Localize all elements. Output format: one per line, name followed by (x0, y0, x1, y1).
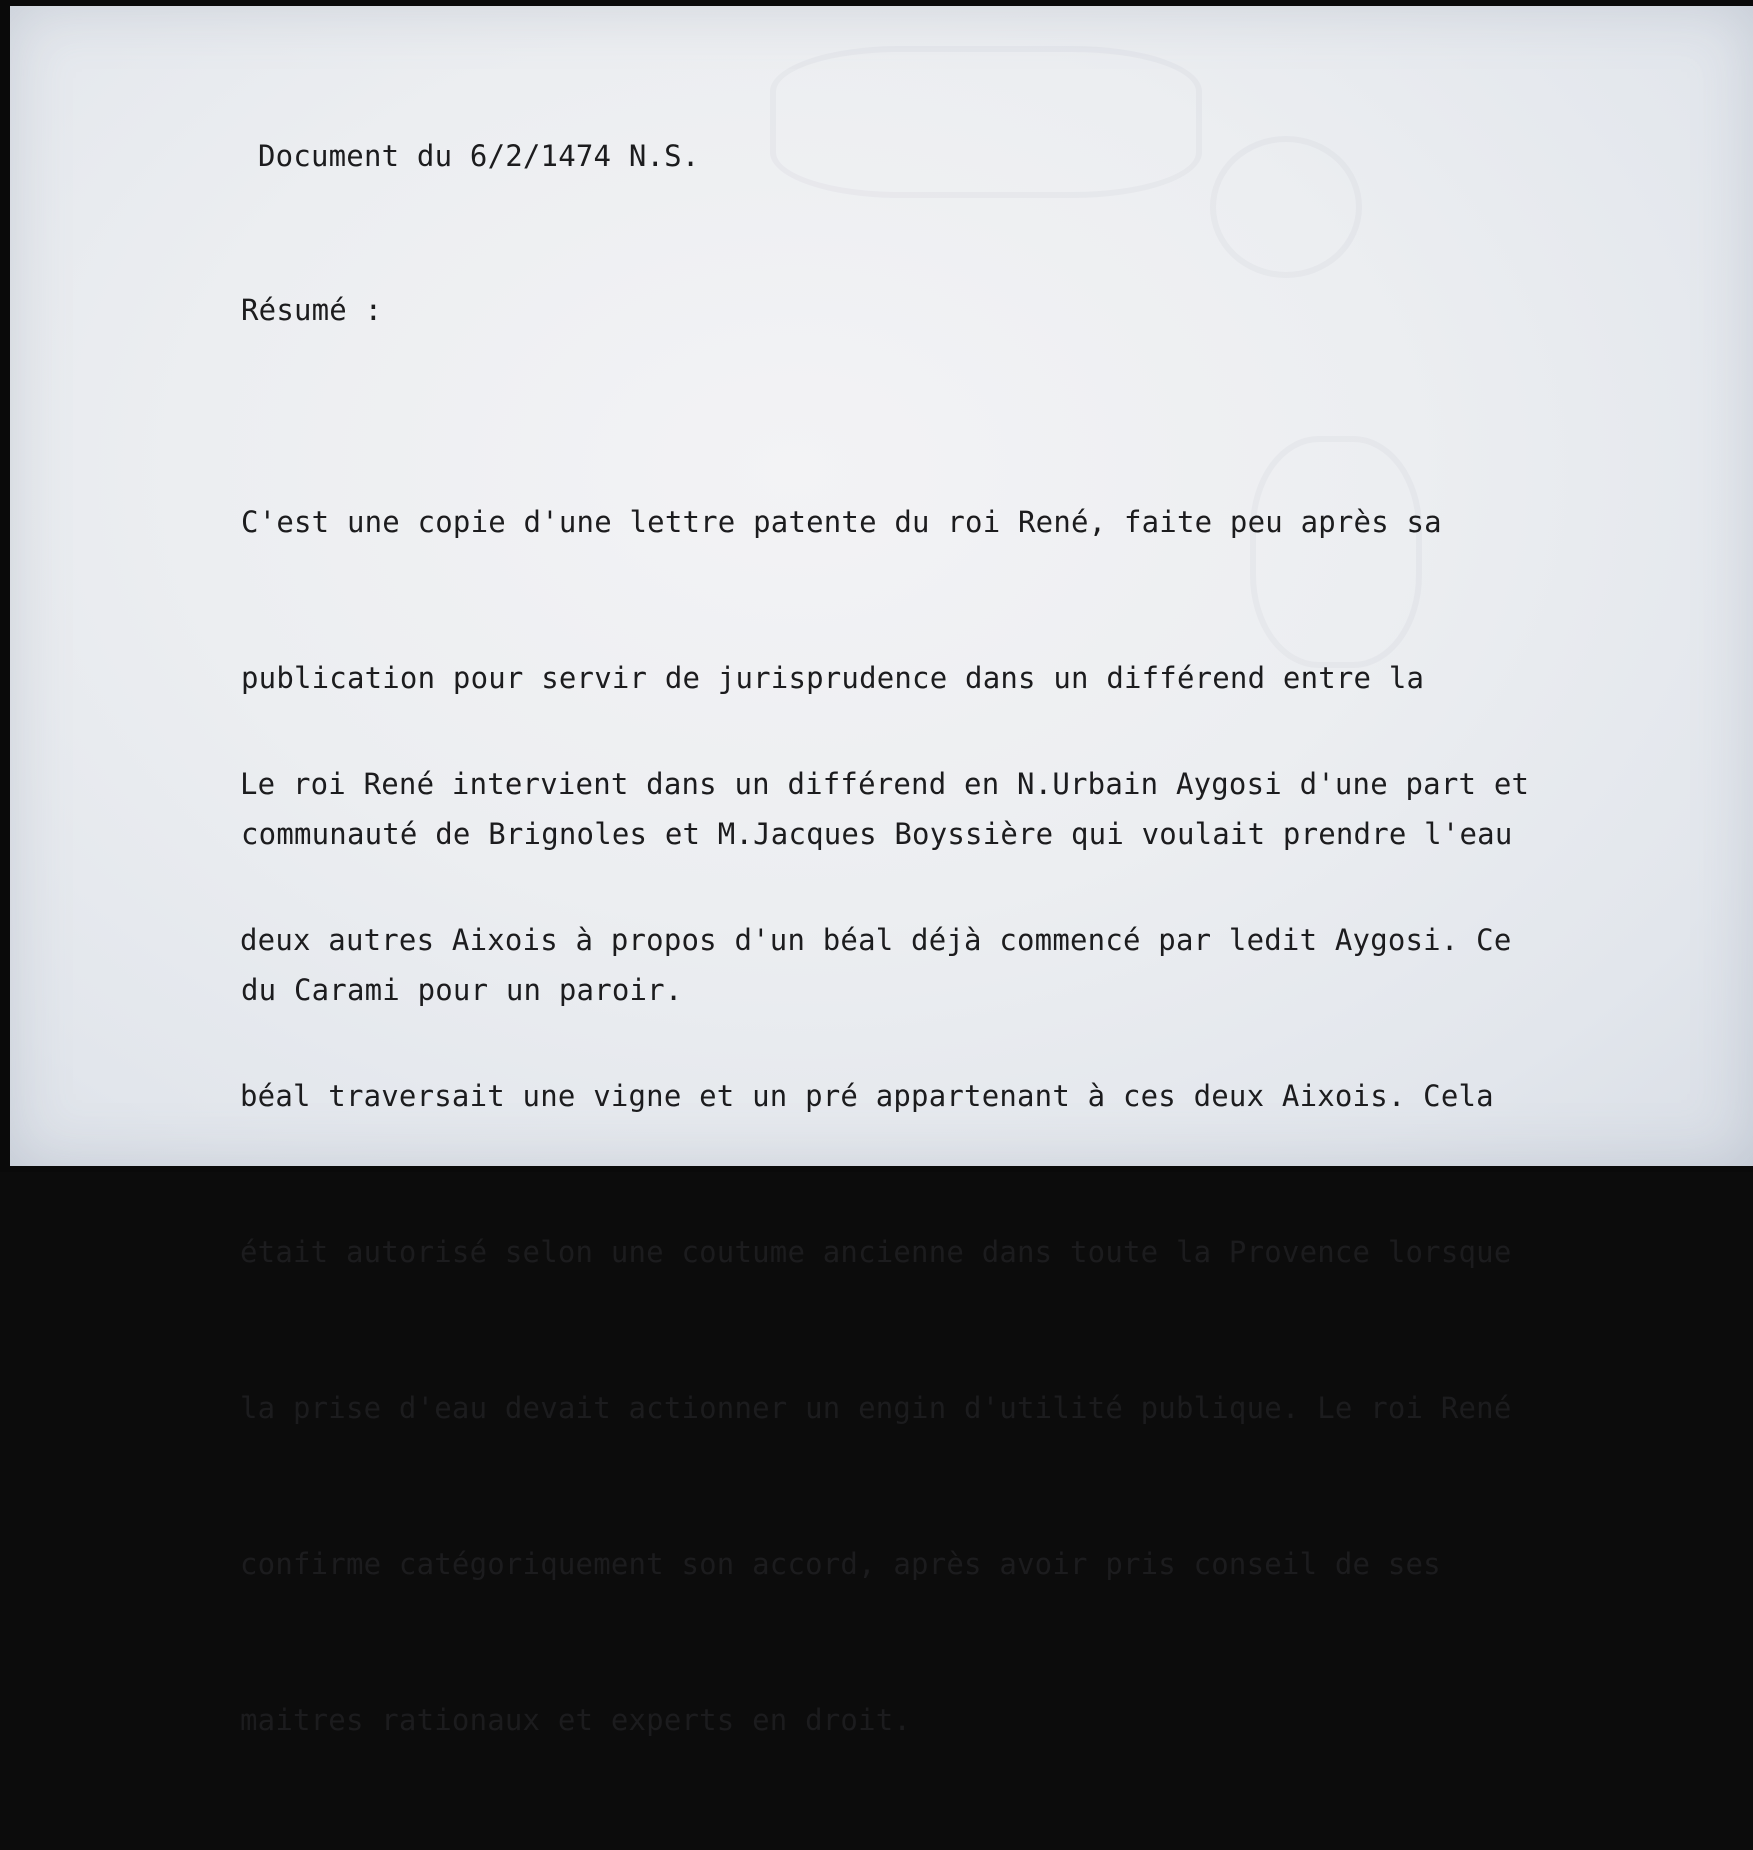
paragraph-line: publication pour servir de jurisprudence dans un différend entre la (241, 661, 1425, 695)
paragraph-line: la prise d'eau devait actionner un engin d'utilité publique. Le roi René (240, 1391, 1512, 1425)
paragraph-line: du Carami pour un paroir. (241, 973, 683, 1007)
paragraph-line: C'est une copie d'une lettre patente du roi René, faite peu après sa (241, 505, 1442, 539)
paragraph-line: béal traversait une vigne et un pré appartenant à ces deux Aixois. Cela (240, 1079, 1494, 1113)
paragraph-line: communauté de Brignoles et M.Jacques Boyssière qui voulait prendre l'eau (241, 817, 1513, 851)
paragraph-line: était autorisé selon une coutume ancienne dans toute la Provence lorsque (240, 1235, 1512, 1269)
document-title: Document du 6/2/1474 N.S. (258, 139, 700, 173)
paragraph-line: maitres rationaux et experts en droit. (240, 1703, 912, 1737)
paragraph-line: Le roi René intervient dans un différend en N.Urbain Aygosi d'une part et (240, 767, 1530, 801)
paragraph-line: deux autres Aixois à propos d'un béal déjà commencé par ledit Aygosi. Ce (240, 923, 1512, 957)
paragraph-2 (240, 654, 1529, 1850)
bleed-through-mark (1210, 136, 1362, 278)
resume-heading: Résumé : (241, 293, 383, 327)
paragraph-line: confirme catégoriquement son accord, après avoir pris conseil de ses (240, 1547, 1441, 1581)
bleed-through-mark (770, 46, 1202, 198)
